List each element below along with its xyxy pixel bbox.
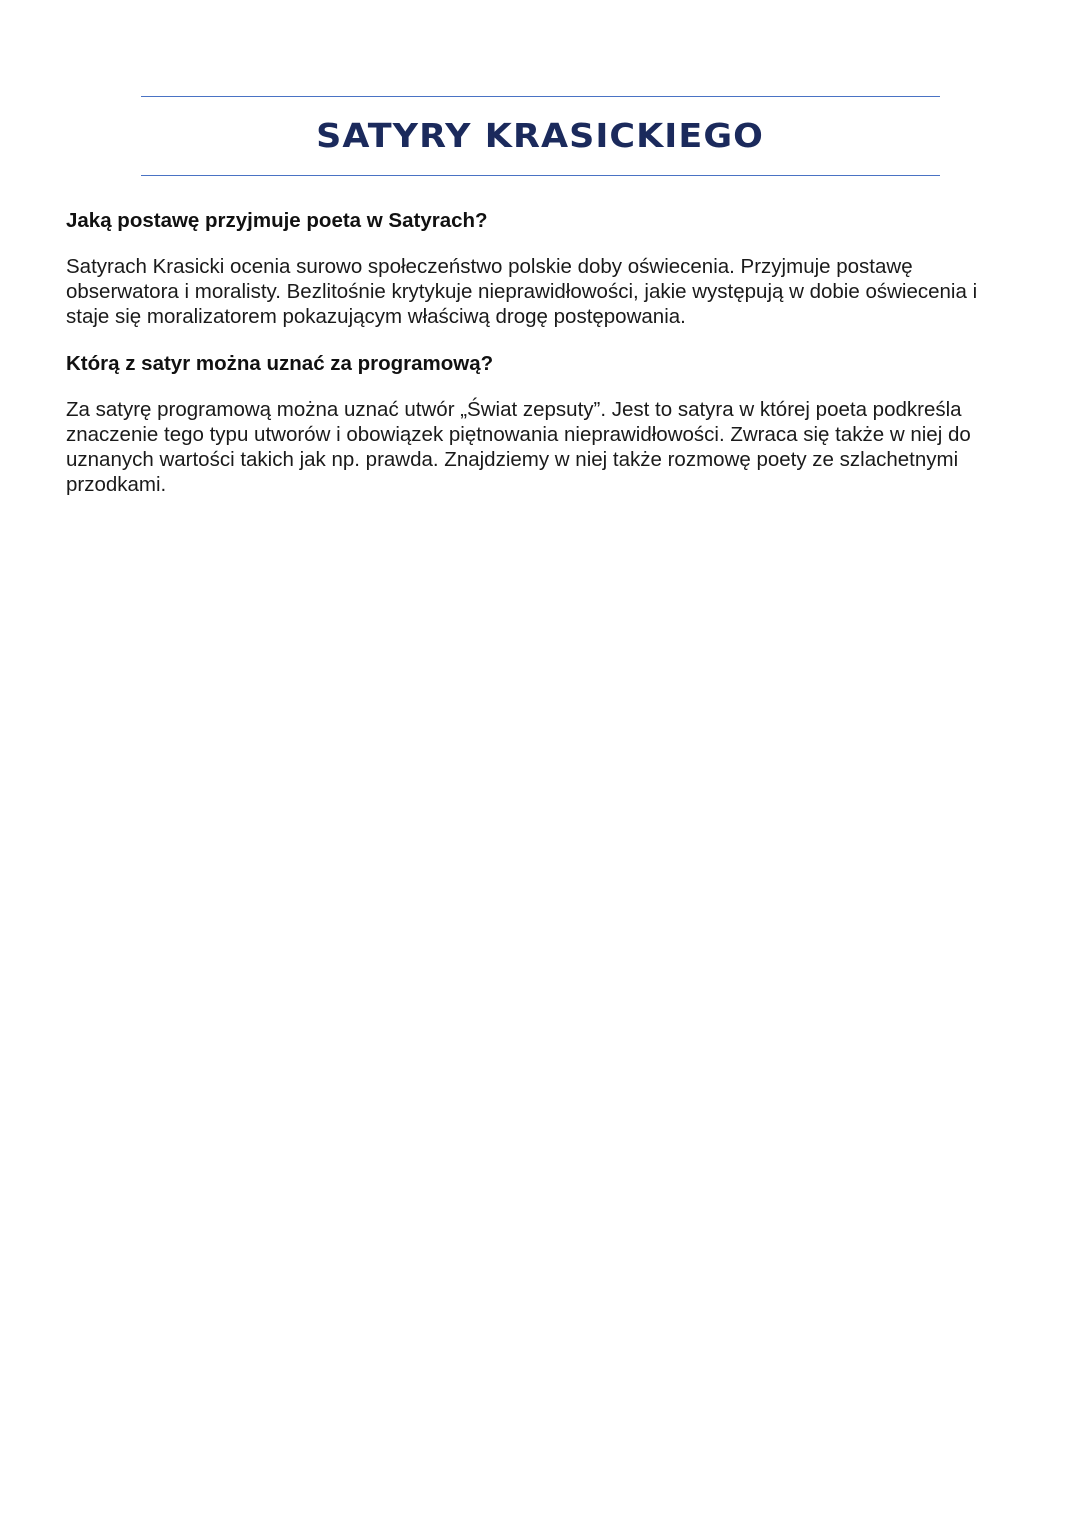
question-heading: Jaką postawę przyjmuje poeta w Satyrach?: [66, 209, 488, 232]
answer-paragraph: Za satyrę programową można uznać utwór „Świat zepsuty”. Jest to satyra w której poeta podkreśla znaczenie tego typu utworów i obowiązek piętnowania nieprawidłowości. Zwraca się także w niej do uznanych wartości takich jak np. prawda. Znajdziemy w niej także rozmowę poety ze szlachetnymi przodkami.: [66, 398, 971, 496]
document-body: [66, 206, 1016, 497]
question-heading: Którą z satyr można uznać za programową?: [66, 352, 494, 375]
page-title: SATYRY KRASICKIEGO: [316, 116, 764, 155]
title-bottom-rule: [141, 175, 940, 176]
answer-paragraph: Satyrach Krasicki ocenia surowo społeczeństwo polskie doby oświecenia. Przyjmuje postawę obserwatora i moralisty. Bezlitośnie krytykuje nieprawidłowości, jakie występują w dobie oświecenia i staje się moralizatorem pokazującym właściwą drogę postępowania.: [66, 255, 978, 328]
title-top-rule: [141, 96, 940, 97]
section-2: [66, 349, 1016, 497]
section-1: [66, 206, 1016, 329]
